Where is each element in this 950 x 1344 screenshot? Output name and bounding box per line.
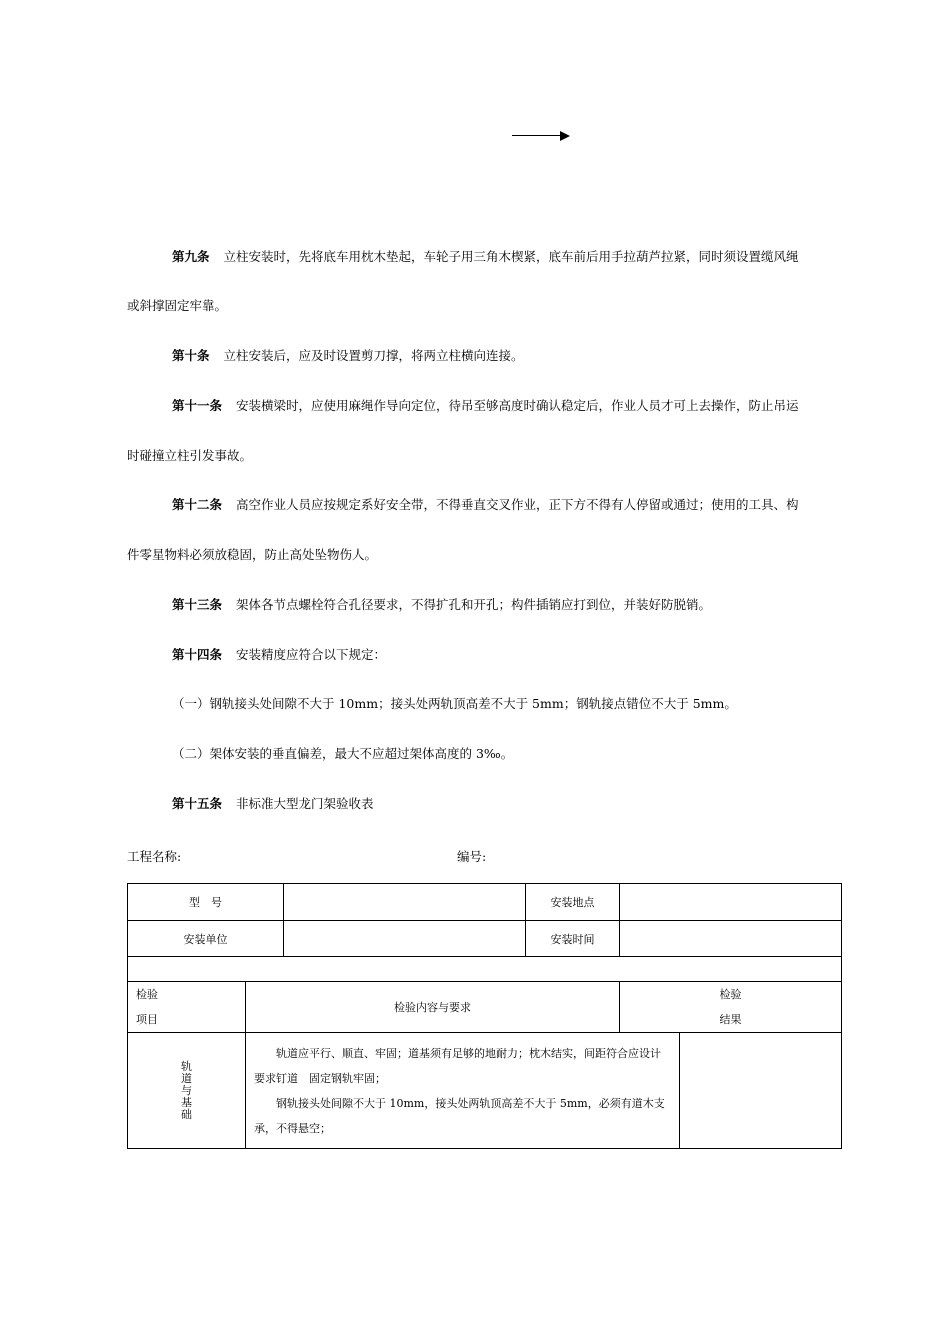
- model-value[interactable]: [284, 884, 526, 921]
- article-label: 第十五条: [172, 796, 223, 811]
- article-label: 第十一条: [172, 398, 223, 413]
- article-text: 安装横梁时，应使用麻绳作导向定位，待吊至够高度时确认稳定后，作业人员才可上去操作，防止吊运: [236, 398, 799, 413]
- article-label: 第十三条: [172, 597, 223, 612]
- article-9: [172, 250, 799, 264]
- acceptance-table: [127, 883, 842, 1149]
- article-text: 安装精度应符合以下规定：: [236, 647, 387, 662]
- time-value[interactable]: [620, 921, 842, 957]
- article-11: [172, 399, 799, 413]
- requirement-line: 钢轨接头处间隙不大于 10mm，接头处两轨顶高差不大于 5mm，必须有道木支: [276, 1097, 665, 1110]
- article-label: 第十四条: [172, 647, 223, 662]
- table-row: [128, 921, 842, 957]
- table-header-row: [128, 982, 842, 1033]
- table-row: [128, 1033, 842, 1149]
- location-label: 安装地点: [526, 884, 620, 921]
- project-name-label: 工程名称:: [127, 849, 182, 864]
- article-14-item-2: （二）架体安装的垂直偏差，最大不应超过架体高度的 3‰。: [172, 746, 514, 761]
- result-header-line-1: 检验: [719, 988, 742, 1001]
- article-12-cont: 件零星物料必须放稳固，防止高处坠物伤人。: [127, 547, 378, 562]
- article-label: 第九条: [172, 249, 210, 264]
- table-row-blank: [128, 957, 842, 982]
- article-label: 第十条: [172, 348, 210, 363]
- location-value[interactable]: [620, 884, 842, 921]
- unit-label: 安装单位: [128, 921, 284, 957]
- row-result[interactable]: [680, 1033, 842, 1149]
- article-15: [172, 797, 374, 811]
- requirement-line: 要求钉道 固定钢轨牢固；: [254, 1072, 386, 1085]
- item-header-line-1: 检验: [136, 988, 158, 1001]
- article-11-cont: 时碰撞立柱引发事故。: [127, 448, 253, 463]
- article-label: 第十二条: [172, 497, 223, 512]
- result-header-line-2: 结果: [719, 1013, 742, 1026]
- content-header: 检验内容与要求: [246, 982, 620, 1033]
- article-text: 高空作业人员应按规定系好安全带，不得垂直交叉作业，正下方不得有人停留或通过；使用的工具、构: [236, 497, 799, 512]
- article-13: [172, 598, 711, 612]
- model-label: 型 号: [128, 884, 284, 921]
- article-14-item-1: （一）钢轨接头处间隙不大于 10mm；接头处两轨顶高差不大于 5mm；钢轨接点错位不大于 5mm。: [172, 696, 737, 711]
- article-text: 架体各节点螺栓符合孔径要求，不得扩孔和开孔；构件插销应打到位，并装好防脱销。: [236, 597, 712, 612]
- requirement-line: 轨道应平行、顺直、牢固；道基须有足够的地耐力；枕木结实，间距符合应设计: [276, 1047, 661, 1060]
- row-item-label: [128, 1033, 246, 1149]
- table-row: [128, 884, 842, 921]
- item-header-line-2: 项目: [136, 1013, 158, 1026]
- article-text: 立柱安装时，先将底车用枕木垫起，车轮子用三角木楔紧，底车前后用手拉葫芦拉紧，同时须设置缆风绳: [223, 249, 799, 264]
- result-header: [620, 982, 842, 1033]
- item-header: [128, 982, 246, 1033]
- unit-value[interactable]: [284, 921, 526, 957]
- article-10: [172, 349, 524, 363]
- row-requirements: [246, 1033, 680, 1149]
- requirement-line: 承，不得悬空；: [254, 1122, 331, 1135]
- row-item-text: 轨道与基础: [181, 1059, 192, 1121]
- number-label: 编号:: [457, 849, 487, 864]
- time-label: 安装时间: [526, 921, 620, 957]
- article-text: 立柱安装后，应及时设置剪刀撑，将两立柱横向连接。: [223, 348, 524, 363]
- article-12: [172, 498, 799, 512]
- article-9-cont: 或斜撑固定牢靠。: [127, 298, 228, 313]
- right-arrow-icon: [512, 130, 570, 142]
- article-text: 非标准大型龙门架验收表: [236, 796, 374, 811]
- article-14: [172, 648, 386, 662]
